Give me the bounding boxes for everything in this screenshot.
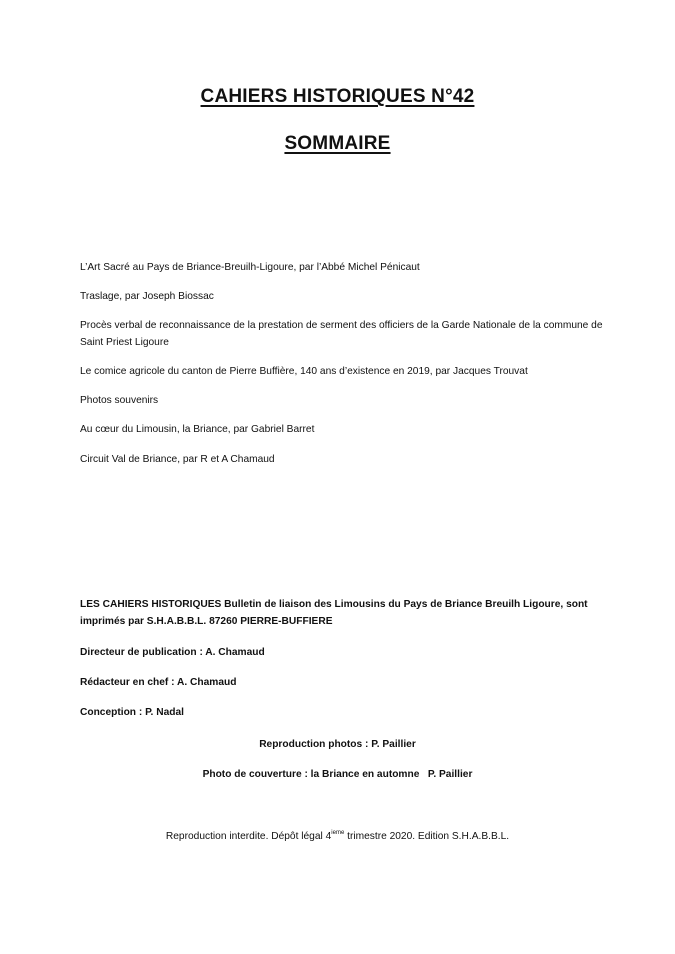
publication-cover: Photo de couverture : la Briance en automne P. Paillier: [202, 769, 473, 780]
toc-item: Le comice agricole du canton de Pierre Buffière, 140 ans d’existence en 2019, par Jacques Trouvat: [80, 366, 528, 377]
toc-item: Photos souvenirs: [80, 395, 159, 406]
toc-item: L’Art Sacré au Pays de Briance-Breuilh-Ligoure, par l’Abbé Michel Pénicaut: [80, 262, 420, 273]
legal-text-after: trimestre 2020. Edition S.H.A.B.B.L.: [344, 831, 510, 842]
toc-item: Circuit Val de Briance, par R et A Chamaud: [80, 454, 275, 465]
legal-text-before: Reproduction interdite. Dépôt légal 4: [165, 831, 332, 842]
publication-intro: LES CAHIERS HISTORIQUES Bulletin de liaison des Limousins du Pays de Briance Breuilh Ligoure, sont imprimés par S.H.A.B.B.L. 87260 PIERRE-BUFFIERE: [80, 599, 588, 627]
legal-footer: [0, 825, 675, 845]
document-subtitle-text: SOMMAIRE: [284, 133, 391, 154]
toc-item: Procès verbal de reconnaissance de la prestation de serment des officiers de la Garde Nationale de la commune de Saint Priest Ligoure: [80, 320, 603, 348]
publication-director: Directeur de publication : A. Chamaud: [80, 647, 265, 658]
toc-item: Traslage, par Joseph Biossac: [80, 291, 214, 302]
document-title-text: CAHIERS HISTORIQUES N°42: [200, 86, 475, 107]
publication-editor: Rédacteur en chef : A. Chamaud: [80, 677, 237, 688]
document-subtitle: [0, 133, 675, 155]
legal-superscript: ieme: [331, 830, 345, 836]
publication-design: Conception : P. Nadal: [80, 707, 184, 718]
publication-photos: Reproduction photos : P. Paillier: [259, 739, 416, 750]
toc-item: Au cœur du Limousin, la Briance, par Gabriel Barret: [80, 424, 315, 435]
document-title: [0, 86, 675, 108]
